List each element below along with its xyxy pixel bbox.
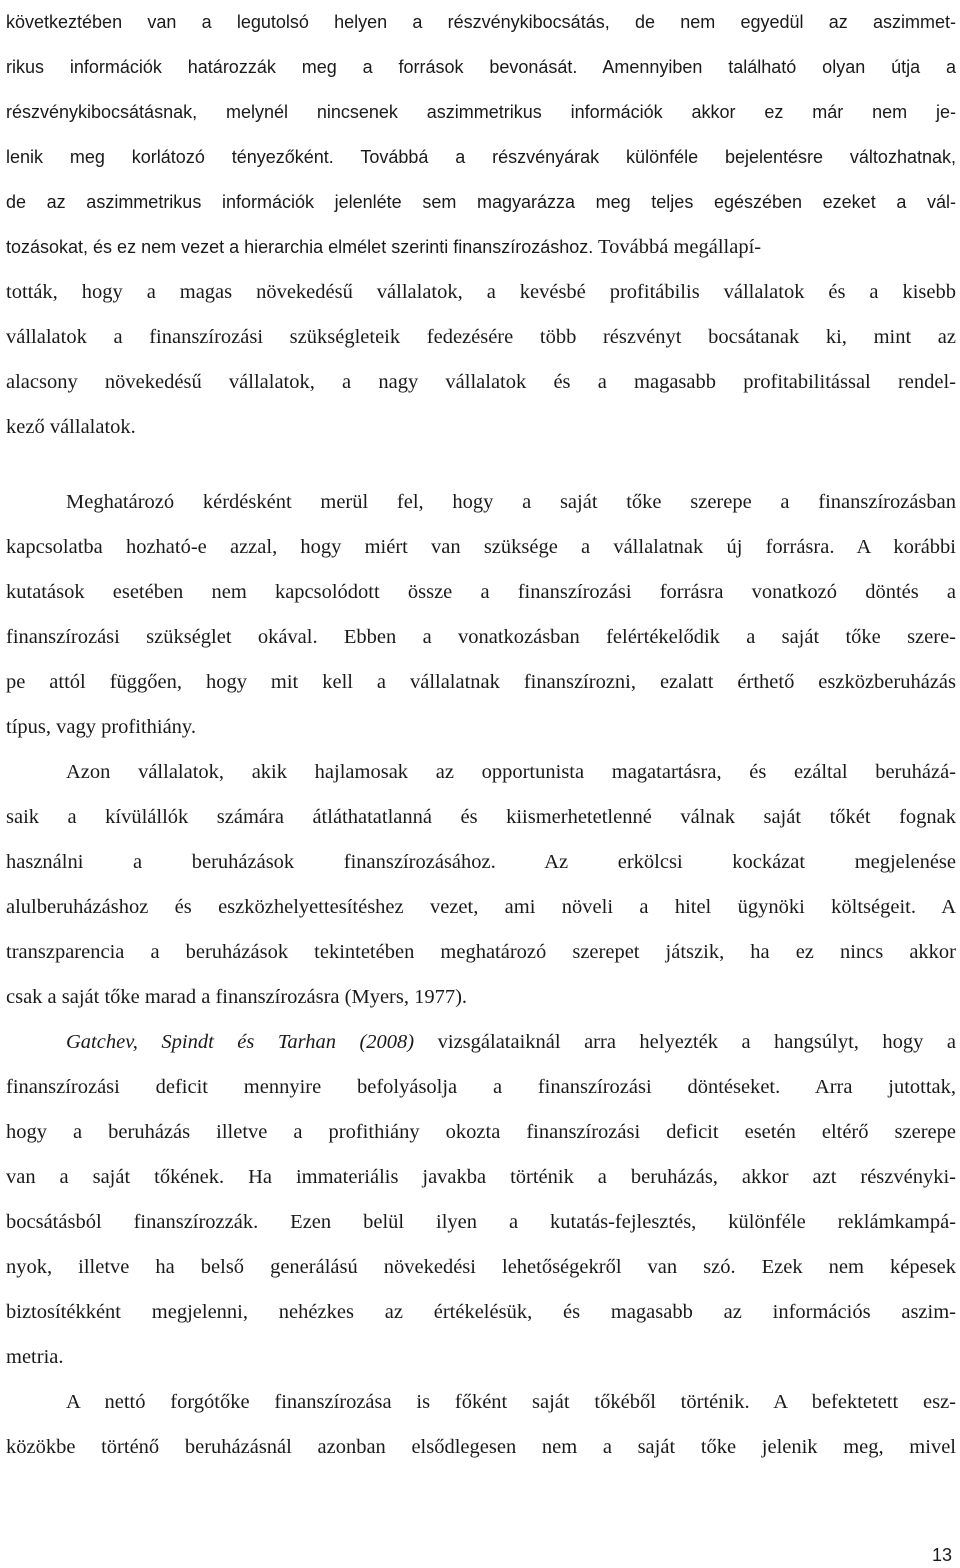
text-segment: tozásokat, és ez nem vezet a hierarchia elmélet szerinti finanszírozáshoz. [6,237,594,257]
citation-authors: Gatchev, Spindt és Tarhan (2008) [66,1031,415,1053]
text-line: lenik meg korlátozó tényezőként. Továbbá a részvényárak különféle bejelentésre változhatnak, [6,147,956,167]
text-line: használni a beruházások finanszírozásához. Az erkölcsi kockázat megjelenése [6,851,956,873]
text-line: pe attól függően, hogy mit kell a vállalatnak finanszírozni, ezalatt érthető eszközberuházás [6,671,956,693]
text-line: finanszírozási szükséglet okával. Ebben a vonatkozásban felértékelődik a saját tőke szere- [6,626,956,648]
text-line: kapcsolatba hozható-e azzal, hogy miért van szüksége a vállalatnak új forrásra. A korábbi [6,536,956,558]
paragraph-gap [6,450,956,480]
text-line: de az aszimmetrikus információk jelenléte sem magyarázza meg teljes egészében ezeket a vál- [6,192,956,212]
text-line [6,1020,956,1065]
text-line: Meghatározó kérdésként merül fel, hogy a saját tőke szerepe a finanszírozásban [66,491,956,513]
text-line: vállalatok a finanszírozási szükségleteik fedezésére több részvényt bocsátanak ki, mint az [6,326,956,348]
text-line: kutatások esetében nem kapcsolódott össze a finanszírozási forrásra vonatkozó döntés a [6,581,956,603]
text-line: metria. [6,1346,64,1368]
page-number: 13 [931,1545,952,1565]
text-line: Azon vállalatok, akik hajlamosak az opportunista magatartásra, és ezáltal beruházá- [66,761,956,783]
text-line [6,225,956,270]
text-line: hogy a beruházás illetve a profithiány okozta finanszírozási deficit esetén eltérő szerepe [6,1121,956,1143]
text-line: van a saját tőkének. Ha immateriális javakba történik a beruházás, akkor azt részvényki- [6,1166,956,1188]
text-line: saik a kívülállók számára átláthatatlanná és kiismerhetetlenné válnak saját tőkét fognak [6,806,956,828]
text-line: alulberuházáshoz és eszközhelyettesítéshez vezet, ami növeli a hitel ügynöki költségeit. A [6,896,956,918]
text-line: csak a saját tőke marad a finanszírozásra (Myers, 1977). [6,986,468,1008]
text-line: következtében van a legutolsó helyen a részvénykibocsátás, de nem egyedül az aszimmet- [6,12,956,32]
text-line: rikus információk határozzák meg a források bevonását. Amennyiben található olyan útja a [6,57,956,77]
text-line: nyok, illetve ha belső generálású növekedési lehetőségekről van szó. Ezek nem képesek [6,1256,956,1278]
text-line: finanszírozási deficit mennyire befolyásolja a finanszírozási döntéseket. Arra jutottak, [6,1076,956,1098]
text-line: bocsátásból finanszírozzák. Ezen belül ilyen a kutatás-fejlesztés, különféle reklámkampá- [6,1211,956,1233]
text-line: részvénykibocsátásnak, melynél nincsenek aszimmetrikus információk akkor ez már nem je- [6,102,956,122]
body-text [6,0,956,1470]
text-line: alacsony növekedésű vállalatok, a nagy vállalatok és a magasabb profitabilitással rendel- [6,371,956,393]
text-line: biztosítékként megjelenni, nehézkes az értékelésük, és magasabb az információs aszim- [6,1301,956,1323]
text-line: transzparencia a beruházások tekintetében meghatározó szerepet játszik, ha ez nincs akkor [6,941,956,963]
text-segment: vizsgálataiknál arra helyezték a hangsúlyt, hogy a [414,1031,956,1053]
text-line: közökbe történő beruházásnál azonban elsődlegesen nem a saját tőke jelenik meg, mivel [6,1436,956,1458]
text-line: típus, vagy profithiány. [6,716,196,738]
text-line: A nettó forgótőke finanszírozása is főként saját tőkéből történik. A befektetett esz- [66,1391,956,1413]
text-segment: Továbbá megállapí- [593,236,762,258]
text-line: tották, hogy a magas növekedésű vállalatok, a kevésbé profitábilis vállalatok és a kisebb [6,281,956,303]
text-line: kező vállalatok. [6,416,136,438]
